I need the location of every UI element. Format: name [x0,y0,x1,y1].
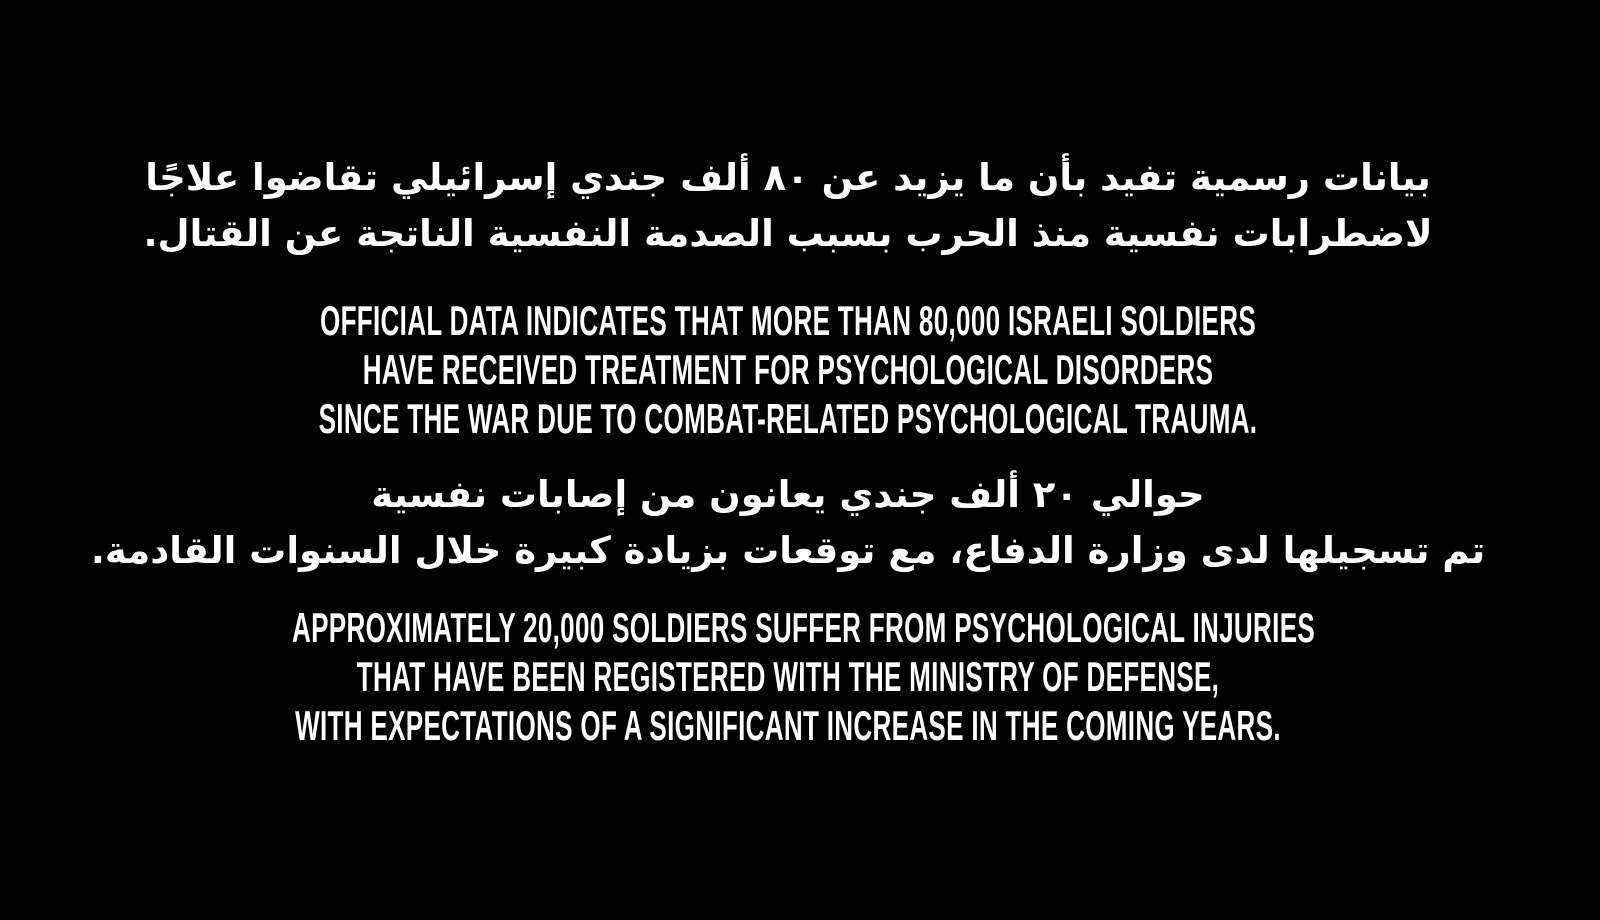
caption-line: WITH EXPECTATIONS OF A SIGNIFICANT INCREASE IN THE COMING YEARS. [295,702,1281,749]
caption-line: لاضطرابات نفسية منذ الحرب بسبب الصدمة النفسية الناتجة عن القتال. [143,212,1433,255]
english-caption-paragraph-2 [292,603,1316,750]
arabic-caption-paragraph-1 [0,150,1588,262]
caption-line: بيانات رسمية تفيد بأن ما يزيد عن ٨٠ ألف جندي إسرائيلي تقاضوا علاجًا [145,156,1431,199]
english-caption-paragraph-1 [292,296,1284,443]
caption-line: حوالي ٢٠ ألف جندي يعانون من إصابات نفسية [371,473,1205,516]
caption-line: SINCE THE WAR DUE TO COMBAT-RELATED PSYCHOLOGICAL TRAUMA. [318,395,1258,442]
caption-line: THAT HAVE BEEN REGISTERED WITH THE MINISTRY OF DEFENSE, [356,653,1220,700]
caption-line: OFFICIAL DATA INDICATES THAT MORE THAN 80,000 ISRAELI SOLDIERS [320,297,1256,344]
caption-line: APPROXIMATELY 20,000 SOLDIERS SUFFER FROM PSYCHOLOGICAL INJURIES [292,604,1316,651]
caption-line: HAVE RECEIVED TREATMENT FOR PSYCHOLOGICAL DISORDERS [362,346,1214,393]
arabic-caption-paragraph-2 [0,467,1588,579]
caption-line: تم تسجيلها لدى وزارة الدفاع، مع توقعات بزيادة كبيرة خلال السنوات القادمة. [90,529,1486,572]
